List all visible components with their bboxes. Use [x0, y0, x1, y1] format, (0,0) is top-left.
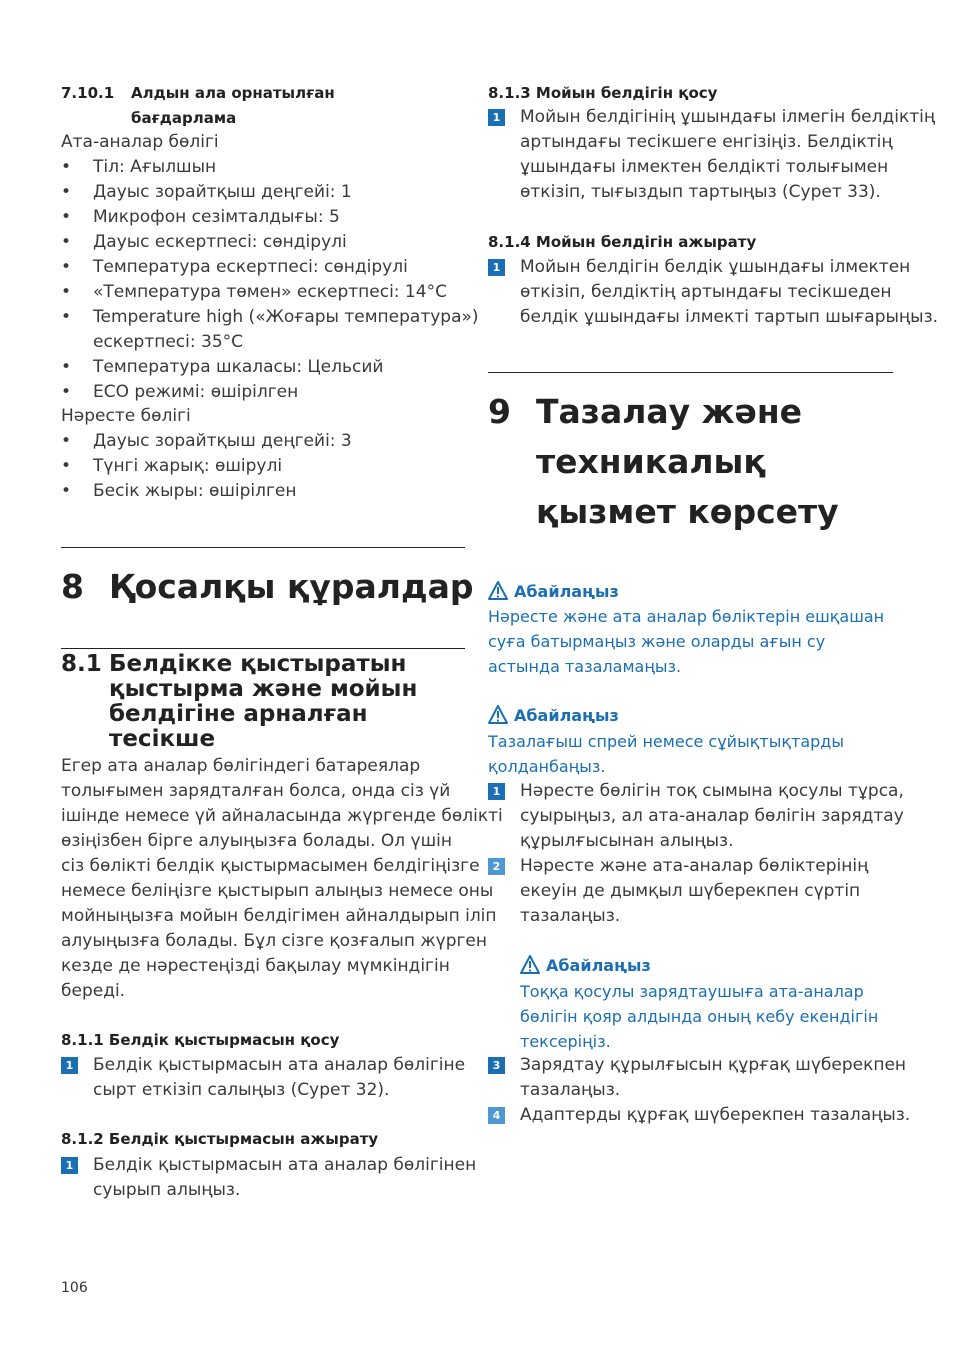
paragraph-line: Егер ата аналар бөлігіндегі батареялар [61, 756, 421, 776]
chapter-title-line: Тазалау және [536, 392, 803, 431]
section-title-line: тесікше [109, 726, 216, 752]
caution-text [520, 979, 878, 1054]
bullet-marker: • [61, 382, 72, 402]
bullet-text: Дауыс зорайтқыш деңгейі: 1 [93, 182, 352, 202]
caution-text [488, 729, 844, 779]
section-title-line: Белдікке қыстыратын [109, 651, 407, 677]
paragraph-line: толығымен зарядталған болса, онда сіз үй [61, 781, 451, 801]
warning-icon [488, 581, 508, 600]
step-text-line: өткізіп, белдіктің артындағы тесікшеден [520, 282, 892, 302]
baby-unit-label: Нәресте бөлігі [61, 406, 191, 426]
step-text-line: Зарядтау құрылғысын құрғақ шүберекпен [520, 1055, 907, 1075]
bullet-marker: • [61, 257, 72, 277]
chapter-8-heading [61, 562, 473, 612]
caution-heading [520, 955, 651, 975]
bullet-marker: • [61, 456, 72, 476]
right-column [488, 0, 939, 1350]
bullet-marker: • [61, 307, 72, 327]
subsection-8-1-2-heading: 8.1.2 Белдік қыстырмасын ажырату [61, 1130, 379, 1148]
chapter-title-line: техникалық [536, 442, 766, 481]
bullet-text: Микрофон сезімталдығы: 5 [93, 207, 340, 227]
subsection-title-line: бағдарлама [131, 109, 237, 127]
section-number: 8.1 [61, 651, 102, 677]
chapter-title-line: қызмет көрсету [536, 492, 839, 531]
section-8-1-paragraph [61, 754, 503, 1004]
bullet-text: ескертпесі: 35°C [93, 332, 244, 352]
paragraph-line: ішінде немесе үй айналасында жүргенде бөлікті [61, 806, 503, 826]
step-number-badge: 1 [488, 783, 505, 800]
subsection-7-10-1-heading [61, 81, 335, 105]
bullet-marker: • [61, 357, 72, 377]
step-text [520, 105, 935, 205]
step-text [520, 1103, 910, 1128]
subsection-8-1-1-heading: 8.1.1 Белдік қыстырмасын қосу [61, 1031, 340, 1049]
caution-text-line: қолданбаңыз. [488, 757, 606, 776]
step-text-line: тазалаңыз. [520, 906, 621, 926]
bullet-text: Температура шкаласы: Цельсий [93, 357, 384, 377]
step-text [520, 255, 938, 330]
paragraph-line: кезде де нәрестеңізді бақылау мүмкіндігін [61, 956, 450, 976]
step-text [520, 1053, 906, 1103]
step-text-line: өткізіп, тығыздып тартыңыз (Сурет 33). [520, 182, 881, 202]
section-8-1-heading [61, 652, 465, 752]
bullet-marker: • [61, 182, 72, 202]
step-text-line: Нәресте бөлігін тоқ сымына қосулы тұрса, [520, 781, 904, 801]
step-text-line: тазалаңыз. [520, 1080, 621, 1100]
bullet-text: Дауыс ескертпесі: сөндірулі [93, 232, 347, 252]
step-number-badge: 1 [61, 1057, 78, 1074]
paragraph-line: немесе беліңізге қыстырып алыңыз немесе оны [61, 881, 494, 901]
bullet-text: ECO режимі: өшірілген [93, 382, 299, 402]
step-text-line: Белдік қыстырмасын ата аналар бөлігіне [93, 1055, 466, 1075]
caution-title: Абайлаңыз [546, 956, 651, 975]
section-title-line: белдігіне арналған [109, 701, 368, 727]
bullet-marker: • [61, 431, 72, 451]
paragraph-line: сіз бөлікті белдік қыстырмасымен белдігіңізге [61, 856, 480, 876]
section-title-line: қыстырма және мойын [109, 676, 418, 702]
subsection-8-1-4-heading: 8.1.4 Мойын белдігін ажырату [488, 233, 757, 251]
paragraph-line: өзіңізбен бірге алуыңызға болады. Ол үшін [61, 831, 452, 851]
bullet-marker: • [61, 481, 72, 501]
step-text-line: Мойын белдігінің ұшындағы ілмегін белдіктің [520, 107, 936, 127]
chapter-number: 9 [488, 392, 511, 431]
bullet-text: Дауыс зорайтқыш деңгейі: 3 [93, 431, 352, 451]
caution-heading [488, 581, 619, 601]
step-text [520, 854, 868, 929]
step-text-line: сырт еткізіп салыңыз (Сурет 32). [93, 1080, 390, 1100]
step-text-line: ұшындағы ілмектен белдікті толығымен [520, 157, 889, 177]
step-number-badge: 1 [488, 109, 505, 126]
step-text [93, 1053, 465, 1103]
step-number-badge: 4 [488, 1107, 505, 1124]
page-number: 106 [61, 1280, 88, 1296]
caution-text-line: тексеріңіз. [520, 1032, 611, 1051]
step-text-line: Нәресте және ата-аналар бөліктерінің [520, 856, 869, 876]
caution-text [488, 604, 884, 679]
caution-text-line: суға батырмаңыз және оларды ағын су [488, 632, 826, 651]
paragraph-line: алуыңызға болады. Бұл сізге қозғалып жүрген [61, 931, 488, 951]
warning-icon [520, 955, 540, 974]
caution-title: Абайлаңыз [514, 582, 619, 601]
step-text-line: артындағы тесікшеге енгізіңіз. Белдіктің [520, 132, 893, 152]
bullet-marker: • [61, 157, 72, 177]
paragraph-line: береді. [61, 981, 126, 1001]
step-text [520, 779, 904, 854]
bullet-marker: • [61, 232, 72, 252]
caution-text-line: Тазалағыш спрей немесе сұйықтықтарды [488, 732, 844, 751]
step-number-badge: 2 [488, 858, 505, 875]
step-number-badge: 1 [488, 259, 505, 276]
step-text-line: құрылғысынан алыңыз. [520, 831, 734, 851]
step-text-line: Мойын белдігін белдік ұшындағы ілмектен [520, 257, 911, 277]
caution-text-line: Нәресте және ата аналар бөліктерін ешқашан [488, 607, 885, 626]
bullet-text: Тіл: Ағылшын [93, 157, 217, 177]
subsection-number: 7.10.1 [61, 84, 115, 102]
bullet-marker: • [61, 207, 72, 227]
caution-text-line: Тоққа қосулы зарядтаушыға ата-аналар [520, 982, 864, 1001]
chapter-rule [488, 372, 893, 373]
bullet-text: Temperature high («Жоғары температура») [93, 307, 479, 327]
bullet-text: Бесік жыры: өшірілген [93, 481, 297, 501]
subsection-8-1-3-heading: 8.1.3 Мойын белдігін қосу [488, 84, 718, 102]
step-text-line: суырыңыз, ал ата-аналар бөлігін зарядтау [520, 806, 904, 826]
bullet-text: Түнгі жарық: өшірулі [93, 456, 283, 476]
step-text-line: Адаптерды құрғақ шүберекпен тазалаңыз. [520, 1105, 911, 1125]
step-text-line: белдік ұшындағы ілмекті тартып шығарыңыз. [520, 307, 939, 327]
chapter-title: Қосалқы құралдар [109, 567, 474, 606]
step-text-line: суырып алыңыз. [93, 1180, 241, 1200]
step-text [93, 1153, 476, 1203]
step-number-badge: 1 [61, 1157, 78, 1174]
caution-title: Абайлаңыз [514, 706, 619, 725]
chapter-9-heading [488, 387, 802, 437]
caution-text-line: астында тазаламаңыз. [488, 657, 682, 676]
chapter-number: 8 [61, 567, 84, 606]
parent-unit-label: Ата-аналар бөлігі [61, 132, 219, 152]
left-column [61, 0, 503, 1350]
caution-heading [488, 705, 619, 725]
caution-text-line: бөлігін қояр алдында оның кебу екендігін [520, 1007, 879, 1026]
paragraph-line: мойныңызға мойын белдігімен айналдырып іліп [61, 906, 497, 926]
step-text-line: екеуін де дымқыл шүберекпен сүртіп [520, 881, 861, 901]
chapter-rule [61, 547, 465, 548]
bullet-marker: • [61, 282, 72, 302]
bullet-text: «Температура төмен» ескертпесі: 14°C [93, 282, 447, 302]
subsection-title-line: Алдын ала орнатылған [131, 84, 335, 102]
section-rule [61, 648, 465, 649]
step-number-badge: 3 [488, 1057, 505, 1074]
warning-icon [488, 705, 508, 724]
step-text-line: Белдік қыстырмасын ата аналар бөлігінен [93, 1155, 477, 1175]
bullet-text: Температура ескертпесі: сөндірулі [93, 257, 408, 277]
